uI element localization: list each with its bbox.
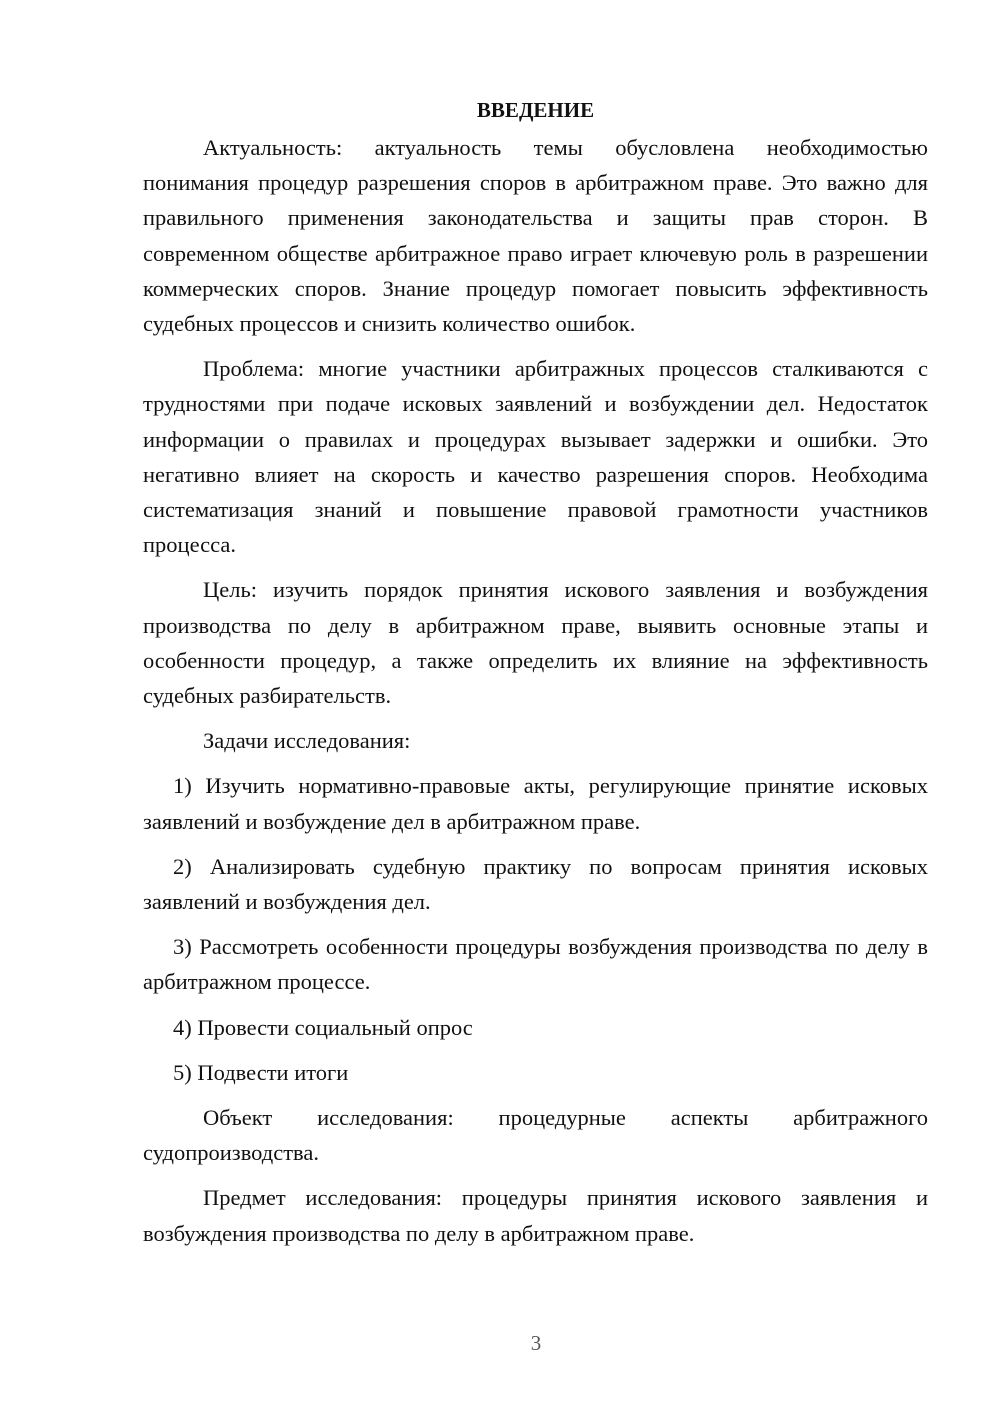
paragraph-relevance: Актуальность: актуальность темы обусловлена необходимостью понимания процедур разрешения споров в арбитражном праве. Это важно для правильного применения законодательства и защиты прав сторон. В современном обществе арбитражное право играет ключевую роль в разрешении коммерческих споров. Знание процедур помогает повысить эффективность судебных процессов и снизить количество ошибок. xyxy=(143,135,928,337)
task-item: 5) Подвести итоги xyxy=(173,1059,349,1085)
section-title: ВВЕДЕНИЕ xyxy=(476,98,595,122)
paragraph-object: Объект исследования: процедурные аспекты арбитражного судопроизводства. xyxy=(143,1105,928,1166)
task-item: 2) Анализировать судебную практику по вопросам принятия исковых заявлений и возбуждения дел. xyxy=(143,853,928,915)
page-number: 3 xyxy=(530,1331,542,1355)
page-content xyxy=(143,93,928,1261)
paragraph-subject: Предмет исследования: процедуры принятия искового заявления и возбуждения производства по делу в арбитражном праве. xyxy=(143,1185,928,1246)
task-item: 4) Провести социальный опрос xyxy=(173,1014,473,1040)
task-item: 1) Изучить нормативно-правовые акты, регулирующие принятие исковых заявлений и возбуждение дел в арбитражном праве. xyxy=(143,773,928,834)
paragraph-tasks-heading: Задачи исследования: xyxy=(203,728,411,754)
paragraph-goal: Цель: изучить порядок принятия искового заявления и возбуждения производства по делу в арбитражном праве, выявить основные этапы и особенности процедур, а также определить их влияние на эффективность судебных разбирательств. xyxy=(143,577,928,709)
paragraph-problem: Проблема: многие участники арбитражных процессов сталкиваются с трудностями при подаче исковых заявлений и возбуждении дел. Недостаток информации о правилах и процедурах вызывает задержки и ошибки. Это негативно влияет на скорость и качество разрешения споров. Необходима систематизация знаний и повышение правовой грамотности участников процесса. xyxy=(143,356,928,558)
task-item: 3) Рассмотреть особенности процедуры возбуждения производства по делу в арбитражном процессе. xyxy=(143,934,928,995)
